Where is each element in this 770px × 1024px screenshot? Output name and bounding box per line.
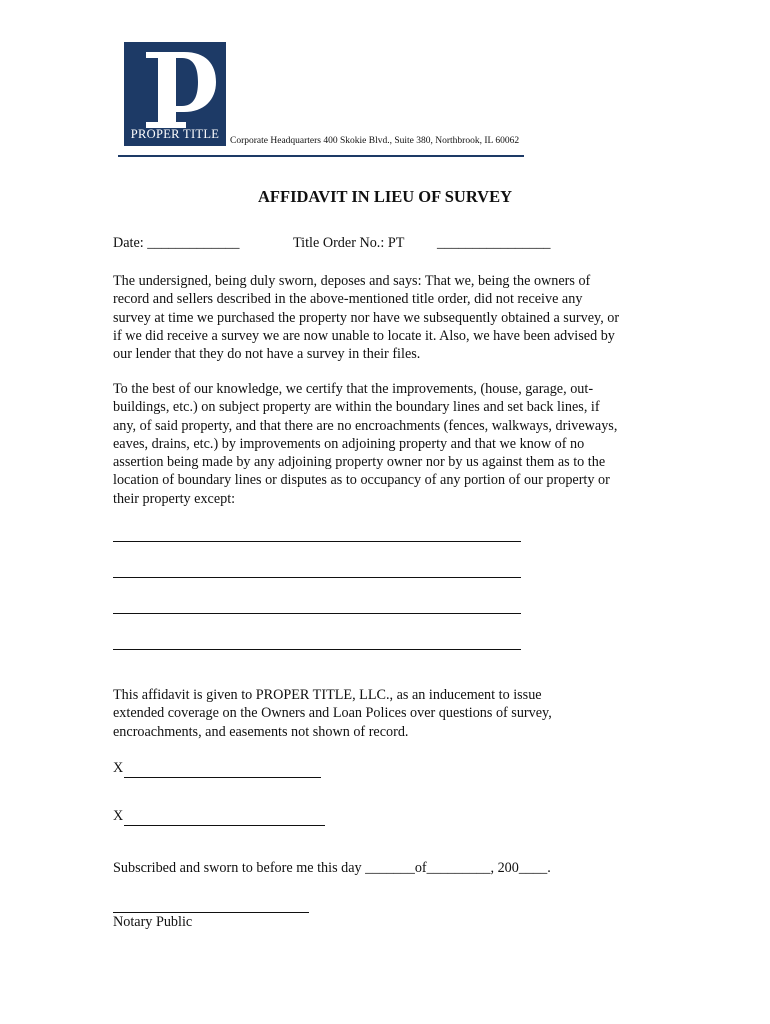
paragraph-certification xyxy=(113,380,673,508)
document-title: AFFIDAVIT IN LIEU OF SURVEY xyxy=(258,187,512,206)
paragraph-line: To the best of our knowledge, we certify that the improvements, (house, garage, out- xyxy=(113,381,594,397)
paragraph-line: survey at time we purchased the property nor have we subsequently obtained a survey, or xyxy=(113,309,620,326)
paragraph-line: buildings, etc.) on subject property are within the boundary lines and set back lines, if xyxy=(113,399,600,416)
exception-blank-line[interactable] xyxy=(113,648,521,650)
notary-label: Notary Public xyxy=(113,914,193,930)
paragraph-line: This affidavit is given to PROPER TITLE, LLC., as an inducement to issue xyxy=(113,687,542,703)
headquarters-address: Corporate Headquarters 400 Skokie Blvd., Suite 380, Northbrook, IL 60062 xyxy=(230,136,520,146)
signature-line-1[interactable] xyxy=(124,776,321,778)
paragraph-line: any, of said property, and that there are no encroachments (fences, walkways, driveways, xyxy=(113,417,618,434)
paragraph-line: extended coverage on the Owners and Loan Polices over questions of survey, xyxy=(113,705,552,722)
header-divider xyxy=(118,155,524,157)
paragraph-sworn-statement xyxy=(113,272,673,363)
paragraph-line: encroachments, and easements not shown of record. xyxy=(113,723,409,740)
signature-mark: X xyxy=(113,760,124,776)
exception-blank-line[interactable] xyxy=(113,612,521,614)
logo-wordmark: PROPER TITLE xyxy=(130,127,220,141)
paragraph-line: eaves, drains, etc.) by improvements on adjoining property and that we know of no xyxy=(113,435,585,452)
paragraph-line: record and sellers described in the above-mentioned title order, did not receive any xyxy=(113,291,583,308)
paragraph-line: if we did receive a survey we are now unable to locate it. Also, we have been advised by xyxy=(113,327,615,344)
paragraph-line: assertion being made by any adjoining property owner nor by us against them as to the xyxy=(113,454,606,471)
paragraph-inducement xyxy=(113,686,673,741)
paragraph-line: our lender that they do not have a survey in their files. xyxy=(113,346,421,363)
title-order-label: Title Order No.: PT xyxy=(293,235,405,251)
paragraph-line: their property except: xyxy=(113,490,236,507)
exception-blank-line[interactable] xyxy=(113,576,521,578)
notary-signature-line[interactable] xyxy=(113,911,309,913)
paragraph-line: The undersigned, being duly sworn, deposes and says: That we, being the owners of xyxy=(113,273,591,289)
signature-mark: X xyxy=(113,808,124,824)
paragraph-line: location of boundary lines or disputes as to occupancy of any portion of our property or xyxy=(113,472,610,489)
proper-title-logo xyxy=(124,42,226,146)
date-field: Date: _____________ xyxy=(113,235,240,251)
exception-blank-line[interactable] xyxy=(113,540,521,542)
title-order-blank: ________________ xyxy=(437,235,551,251)
signature-line-2[interactable] xyxy=(124,824,325,826)
sworn-statement: Subscribed and sworn to before me this day _______of_________, 200____. xyxy=(113,860,551,876)
